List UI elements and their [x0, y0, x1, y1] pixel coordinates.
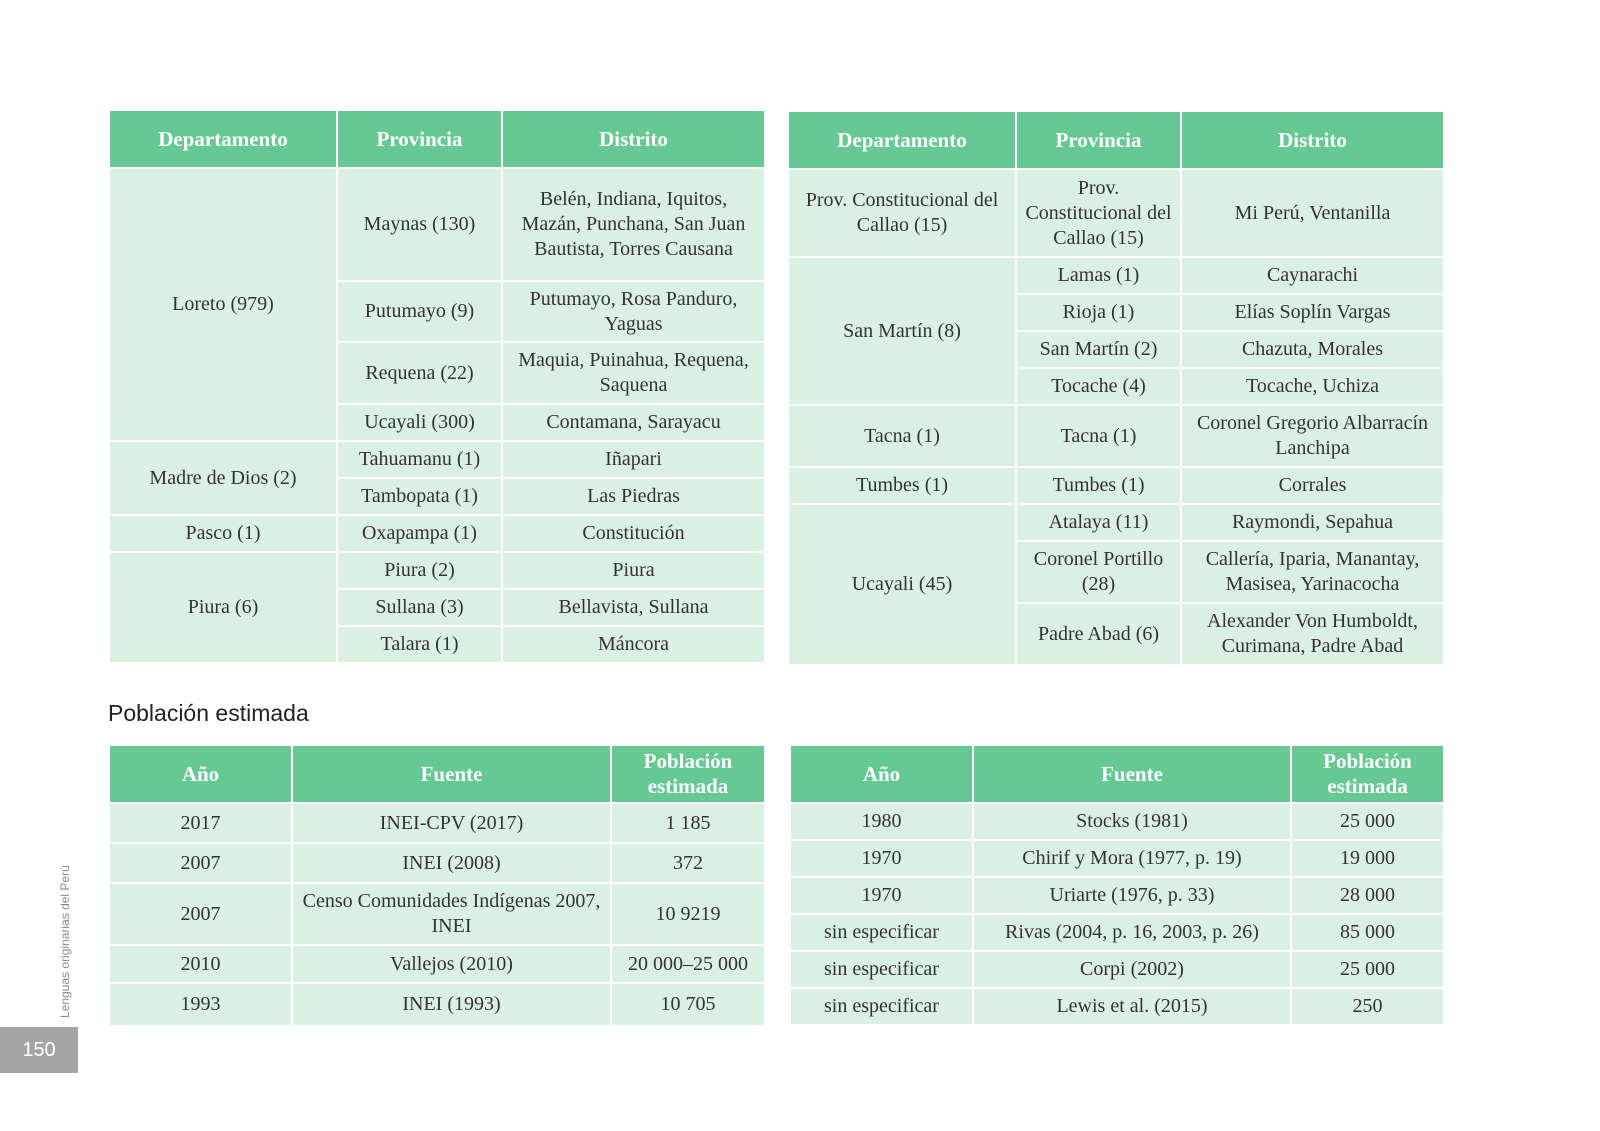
header-provincia: Provincia — [1016, 111, 1181, 169]
table-row — [788, 405, 1444, 467]
fuente-cell: Censo Comunidades Indígenas 2007, INEI — [292, 883, 611, 945]
fuente-cell: INEI (1993) — [292, 983, 611, 1026]
anio-cell: 1980 — [790, 803, 973, 840]
distrito-cell: Coronel Gregorio Albarracín Lanchipa — [1181, 405, 1444, 467]
distrito-cell: Chazuta, Morales — [1181, 331, 1444, 368]
table-row — [109, 552, 765, 589]
departamento-cell: Loreto (979) — [109, 168, 337, 441]
provincia-cell: Piura (2) — [337, 552, 502, 589]
provincia-cell: Coronel Portillo (28) — [1016, 541, 1181, 603]
book-title-side-label: Lenguas originarias del Perú — [58, 865, 72, 1018]
distrito-cell: Alexander Von Humboldt, Curimana, Padre Abad — [1181, 603, 1444, 665]
table-row — [109, 883, 765, 945]
departamento-cell: Piura (6) — [109, 552, 337, 663]
table-row — [788, 257, 1444, 294]
distrito-cell: Callería, Iparia, Manantay, Masisea, Yarinacocha — [1181, 541, 1444, 603]
departamento-cell: Prov. Constitucional del Callao (15) — [788, 169, 1016, 257]
population-table-left — [108, 744, 766, 1027]
header-distrito: Distrito — [1181, 111, 1444, 169]
distrito-cell: Constitución — [502, 515, 765, 552]
table-row — [109, 168, 765, 281]
distrito-cell: Iñapari — [502, 441, 765, 478]
distrito-cell: Corrales — [1181, 467, 1444, 504]
departamento-cell: Pasco (1) — [109, 515, 337, 552]
provincia-cell: Tacna (1) — [1016, 405, 1181, 467]
departamento-cell: Ucayali (45) — [788, 504, 1016, 665]
departamento-cell: Tumbes (1) — [788, 467, 1016, 504]
provincia-cell: Oxapampa (1) — [337, 515, 502, 552]
fuente-cell: Stocks (1981) — [973, 803, 1291, 840]
header-fuente: Fuente — [973, 745, 1291, 803]
distrito-cell: Tocache, Uchiza — [1181, 368, 1444, 405]
table-row — [790, 914, 1444, 951]
table-header-row — [788, 111, 1444, 169]
header-anio: Año — [109, 745, 292, 803]
table-row — [109, 803, 765, 843]
table-row — [109, 983, 765, 1026]
distrito-cell: Putumayo, Rosa Panduro, Yaguas — [502, 281, 765, 342]
provincia-cell: Tambopata (1) — [337, 478, 502, 515]
anio-cell: sin especificar — [790, 951, 973, 988]
anio-cell: sin especificar — [790, 914, 973, 951]
header-poblacion: Población estimada — [611, 745, 765, 803]
fuente-cell: Chirif y Mora (1977, p. 19) — [973, 840, 1291, 877]
table-row — [109, 441, 765, 478]
table-row — [790, 877, 1444, 914]
anio-cell: 2010 — [109, 945, 292, 983]
poblacion-cell: 25 000 — [1291, 951, 1444, 988]
anio-cell: 2007 — [109, 843, 292, 883]
distrito-cell: Máncora — [502, 626, 765, 663]
anio-cell: 1993 — [109, 983, 292, 1026]
poblacion-cell: 372 — [611, 843, 765, 883]
table-row — [109, 515, 765, 552]
fuente-cell: Corpi (2002) — [973, 951, 1291, 988]
section-title: Población estimada — [108, 700, 309, 726]
table-header-row — [109, 110, 765, 168]
anio-cell: 2017 — [109, 803, 292, 843]
table-header-row — [790, 745, 1444, 803]
provincia-cell: Putumayo (9) — [337, 281, 502, 342]
table-row — [788, 169, 1444, 257]
header-fuente: Fuente — [292, 745, 611, 803]
provincia-cell: Prov. Constitucional del Callao (15) — [1016, 169, 1181, 257]
table-row — [790, 988, 1444, 1025]
header-poblacion: Población estimada — [1291, 745, 1444, 803]
departamento-cell: Tacna (1) — [788, 405, 1016, 467]
anio-cell: 2007 — [109, 883, 292, 945]
provincia-cell: San Martín (2) — [1016, 331, 1181, 368]
header-anio: Año — [790, 745, 973, 803]
table-row — [790, 840, 1444, 877]
fuente-cell: Lewis et al. (2015) — [973, 988, 1291, 1025]
fuente-cell: Rivas (2004, p. 16, 2003, p. 26) — [973, 914, 1291, 951]
poblacion-cell: 250 — [1291, 988, 1444, 1025]
table-row — [790, 803, 1444, 840]
poblacion-cell: 85 000 — [1291, 914, 1444, 951]
table-row — [109, 945, 765, 983]
poblacion-cell: 28 000 — [1291, 877, 1444, 914]
poblacion-cell: 1 185 — [611, 803, 765, 843]
distrito-cell: Contamana, Sarayacu — [502, 404, 765, 441]
distrito-cell: Las Piedras — [502, 478, 765, 515]
table-row — [788, 504, 1444, 541]
provincia-cell: Requena (22) — [337, 342, 502, 404]
departamento-cell: San Martín (8) — [788, 257, 1016, 405]
provincia-cell: Ucayali (300) — [337, 404, 502, 441]
distrito-cell: Raymondi, Sepahua — [1181, 504, 1444, 541]
header-departamento: Departamento — [788, 111, 1016, 169]
provincia-cell: Tumbes (1) — [1016, 467, 1181, 504]
provincia-cell: Tocache (4) — [1016, 368, 1181, 405]
fuente-cell: INEI (2008) — [292, 843, 611, 883]
departamento-cell: Madre de Dios (2) — [109, 441, 337, 515]
distrito-cell: Bellavista, Sullana — [502, 589, 765, 626]
distrito-cell: Piura — [502, 552, 765, 589]
fuente-cell: Vallejos (2010) — [292, 945, 611, 983]
distrito-cell: Mi Perú, Ventanilla — [1181, 169, 1444, 257]
fuente-cell: Uriarte (1976, p. 33) — [973, 877, 1291, 914]
provincia-cell: Tahuamanu (1) — [337, 441, 502, 478]
header-departamento: Departamento — [109, 110, 337, 168]
page-number: 150 — [0, 1027, 78, 1073]
provincia-cell: Talara (1) — [337, 626, 502, 663]
poblacion-cell: 19 000 — [1291, 840, 1444, 877]
poblacion-cell: 10 705 — [611, 983, 765, 1026]
location-table-right — [787, 110, 1445, 666]
location-table-left — [108, 109, 766, 664]
poblacion-cell: 10 9219 — [611, 883, 765, 945]
fuente-cell: INEI-CPV (2017) — [292, 803, 611, 843]
provincia-cell: Atalaya (11) — [1016, 504, 1181, 541]
distrito-cell: Belén, Indiana, Iquitos, Mazán, Punchana, San Juan Bautista, Torres Causana — [502, 168, 765, 281]
anio-cell: 1970 — [790, 877, 973, 914]
header-distrito: Distrito — [502, 110, 765, 168]
population-table-right — [789, 744, 1445, 1026]
provincia-cell: Sullana (3) — [337, 589, 502, 626]
distrito-cell: Maquia, Puinahua, Requena, Saquena — [502, 342, 765, 404]
provincia-cell: Rioja (1) — [1016, 294, 1181, 331]
provincia-cell: Maynas (130) — [337, 168, 502, 281]
table-row — [109, 843, 765, 883]
distrito-cell: Caynarachi — [1181, 257, 1444, 294]
distrito-cell: Elías Soplín Vargas — [1181, 294, 1444, 331]
poblacion-cell: 25 000 — [1291, 803, 1444, 840]
provincia-cell: Lamas (1) — [1016, 257, 1181, 294]
table-row — [788, 467, 1444, 504]
poblacion-cell: 20 000–25 000 — [611, 945, 765, 983]
table-row — [790, 951, 1444, 988]
anio-cell: sin especificar — [790, 988, 973, 1025]
table-header-row — [109, 745, 765, 803]
anio-cell: 1970 — [790, 840, 973, 877]
provincia-cell: Padre Abad (6) — [1016, 603, 1181, 665]
header-provincia: Provincia — [337, 110, 502, 168]
